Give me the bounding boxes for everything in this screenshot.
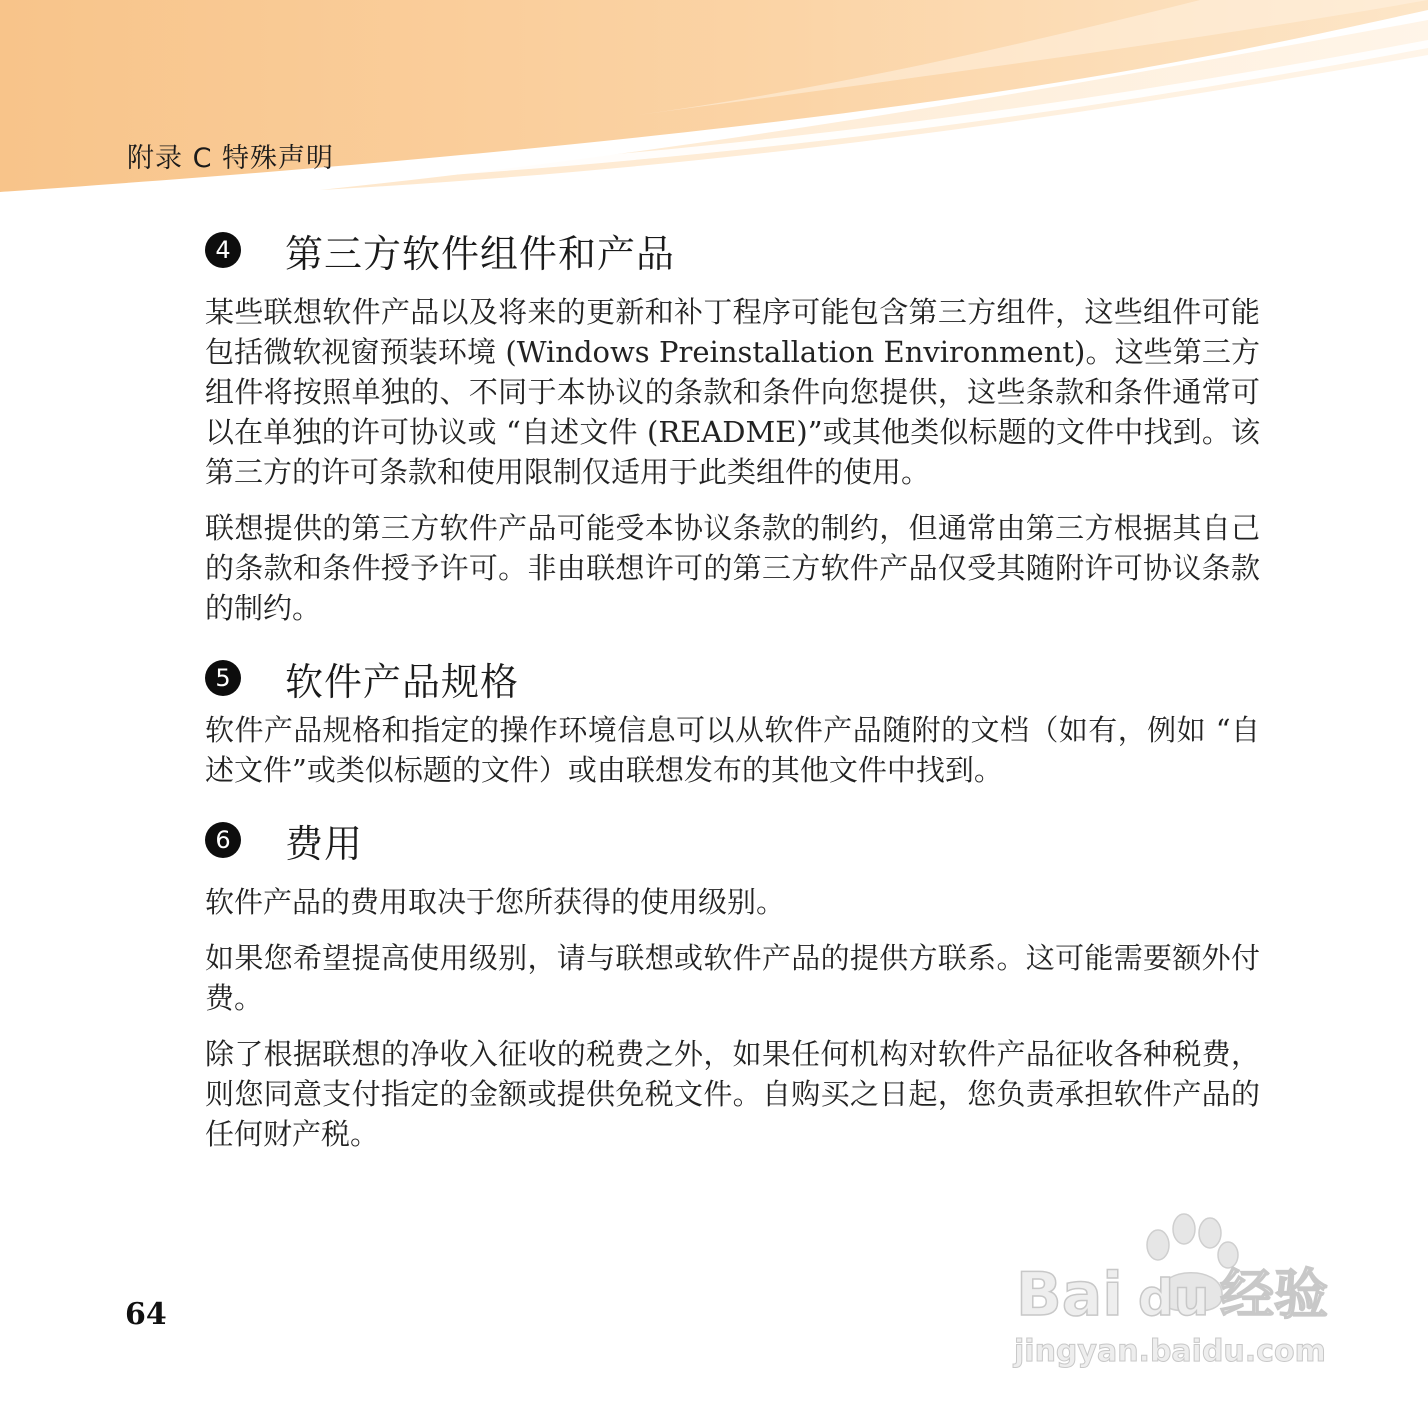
baidu-jingyan-watermark-logo xyxy=(1010,1205,1350,1375)
paragraph: 软件产品的费用取决于您所获得的使用级别。 xyxy=(205,885,786,919)
section-number-badge: 4 xyxy=(205,232,241,268)
section-third-party-components xyxy=(205,222,1260,628)
section-title: 费用 xyxy=(285,821,364,866)
paragraph: 某些联想软件产品以及将来的更新和补丁程序可能包含第三方组件，这些组件可能包括微软视窗预装环境 (Windows Preinstallation Environment)。这些第三方组件将按照单独的、不同于本协议的条款和条件向您提供，这些条款和条件通常可以在单独的许可协议或 “自述文件 (README)”或其他类似标题的文件中找到。该第三方的许可条款和使用限制仅适用于此类组件的使用。 xyxy=(205,295,1260,489)
section-number-badge: 5 xyxy=(205,660,241,696)
section-software-specs xyxy=(205,650,1260,790)
section-fees xyxy=(205,812,1260,1154)
section-title: 软件产品规格 xyxy=(285,659,520,704)
paragraph: 除了根据联想的净收入征收的税费之外，如果任何机构对软件产品征收各种税费，则您同意支付指定的金额或提供免税文件。自购买之日起，您负责承担软件产品的任何财产税。 xyxy=(205,1037,1260,1151)
paragraph: 软件产品规格和指定的操作环境信息可以从软件产品随附的文档（如有，例如 “自述文件”或类似标题的文件）或由联想发布的其他文件中找到。 xyxy=(205,713,1260,787)
section-heading xyxy=(205,222,1260,278)
paragraph: 如果您希望提高使用级别，请与联想或软件产品的提供方联系。这可能需要额外付费。 xyxy=(205,941,1260,1015)
watermark-url: jingyan.baidu.com xyxy=(1014,1334,1326,1369)
section-heading xyxy=(205,650,1260,706)
page-number: 64 xyxy=(125,1297,167,1332)
section-title: 第三方软件组件和产品 xyxy=(285,231,676,276)
main-content xyxy=(205,222,1260,1170)
watermark-brand-suffix: du xyxy=(1138,1269,1210,1327)
watermark-product: 经验 xyxy=(1220,1263,1328,1326)
section-heading xyxy=(205,812,1260,868)
chapter-label: 附录 C 特殊声明 xyxy=(127,143,335,174)
paragraph: 联想提供的第三方软件产品可能受本协议条款的制约，但通常由第三方根据其自己的条款和条件授予许可。非由联想许可的第三方软件产品仅受其随附许可协议条款的制约。 xyxy=(205,511,1260,625)
watermark-brand: Bai xyxy=(1016,1260,1123,1330)
section-number-badge: 6 xyxy=(205,822,241,858)
